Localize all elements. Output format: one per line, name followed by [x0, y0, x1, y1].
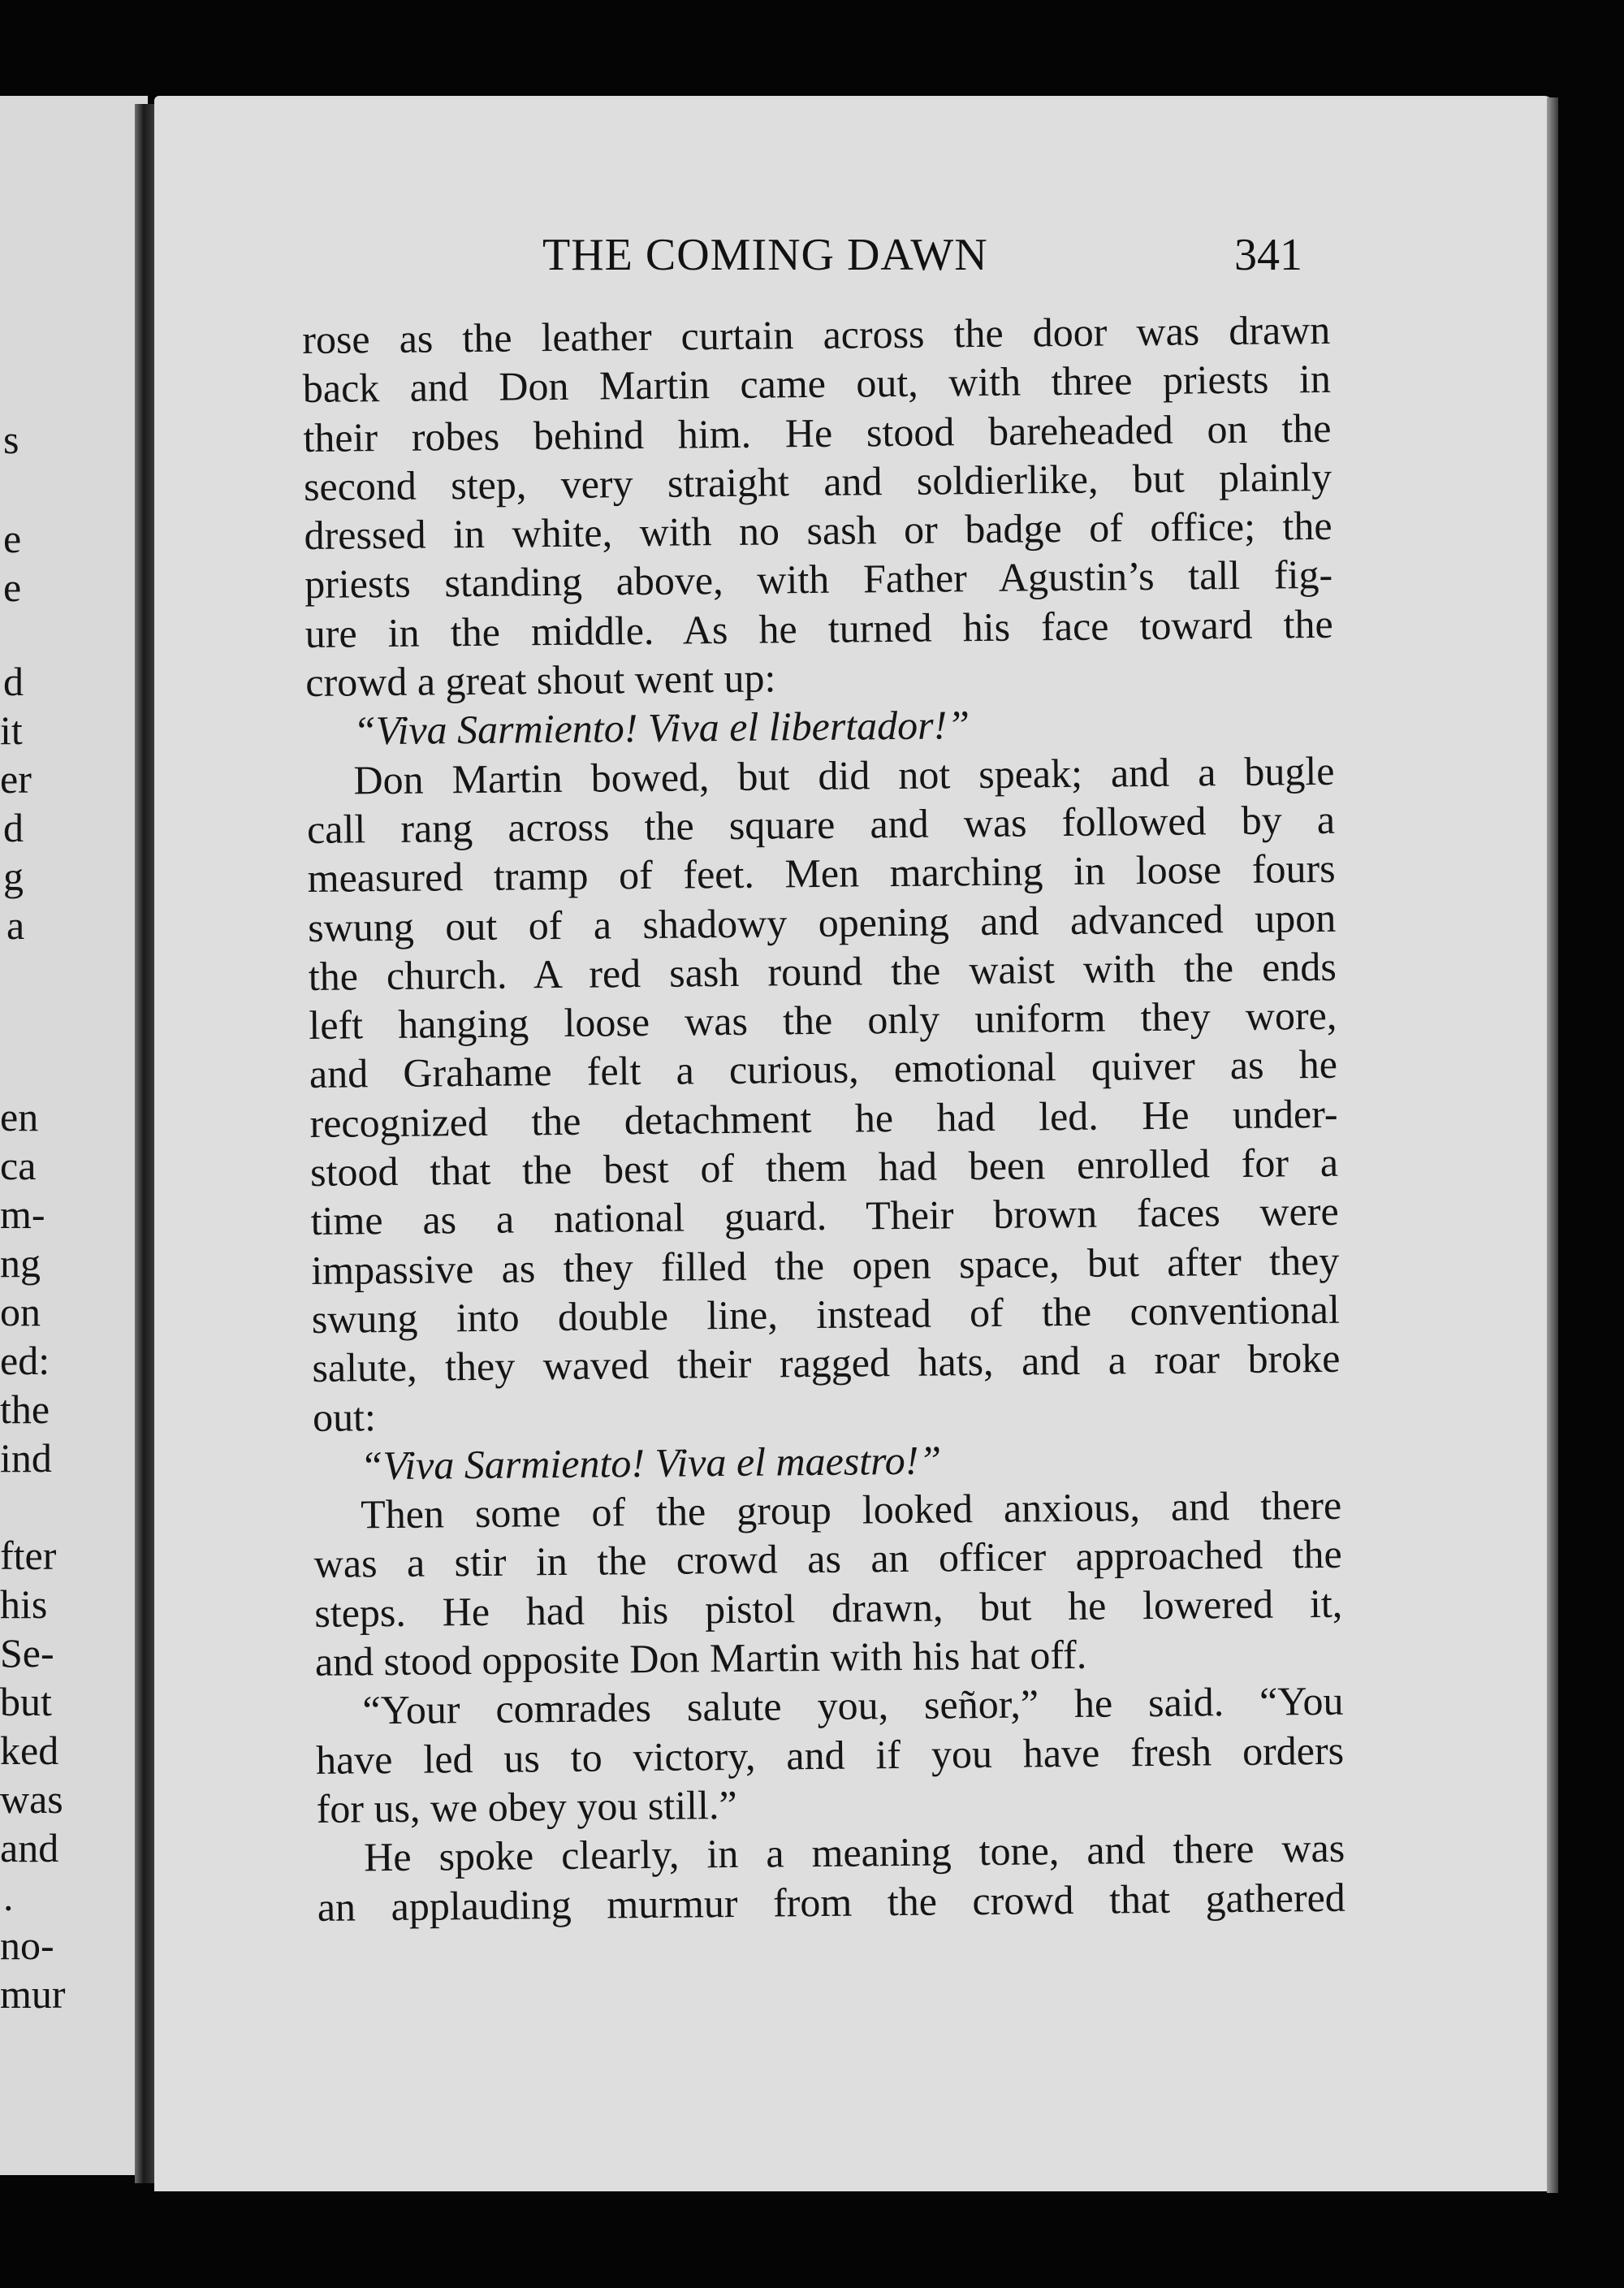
text-line: time as a national guard. Their brown faces were: [310, 1188, 1339, 1244]
margin-fragment: the: [0, 1386, 50, 1432]
margin-fragment: er: [0, 756, 32, 802]
book-gutter: [135, 104, 154, 2183]
text-line: left hanging loose was the only uniform they wore,: [309, 992, 1337, 1049]
text-line: crowd a great shout went up:: [305, 655, 776, 706]
margin-fragment: it: [0, 707, 23, 753]
text-line: recognized the detachment he had led. He under-: [309, 1090, 1338, 1146]
text-line: and Grahame felt a curious, emotional quiver as he: [309, 1041, 1338, 1097]
margin-fragment: .: [3, 1874, 14, 1919]
margin-fragment: g: [3, 854, 24, 899]
margin-fragment: fter: [0, 1533, 57, 1578]
page-number: 341: [1234, 230, 1302, 280]
margin-fragment: m-: [0, 1192, 45, 1237]
margin-fragment: on: [0, 1289, 41, 1334]
paragraph-first-line: Don Martin bowed, but did not speak; and a bugle: [353, 747, 1335, 803]
text-line: dressed in white, with no sash or badge of office; the: [304, 503, 1332, 559]
margin-fragment: Se-: [0, 1630, 54, 1676]
running-head-title: THE COMING DAWN: [542, 230, 988, 280]
text-line: priests standing above, with Father Agustin’s tall fig-: [304, 551, 1333, 608]
text-line: out:: [312, 1393, 377, 1440]
text-line: ure in the middle. As he turned his face toward the: [304, 600, 1333, 656]
text-line: the church. A red sash round the waist with the ends: [308, 943, 1337, 999]
paragraph-first-line: He spoke clearly, in a meaning tone, and there was: [363, 1824, 1345, 1880]
margin-fragment: no-: [0, 1923, 54, 1968]
margin-fragment: ng: [0, 1240, 41, 1286]
text-line: second step, very straight and soldierlike, but plainly: [303, 453, 1332, 509]
margin-fragment: d: [3, 659, 24, 704]
text-line: call rang across the square and was followed by a: [306, 796, 1336, 852]
text-line: and stood opposite Don Martin with his hat off.: [314, 1631, 1087, 1685]
margin-fragment: ind: [0, 1435, 52, 1481]
text-line: salute, they waved their ragged hats, and a roar broke: [312, 1335, 1341, 1391]
text-line: back and Don Martin came out, with three priests in: [302, 356, 1332, 412]
margin-fragment: e: [3, 516, 22, 561]
margin-fragment: but: [0, 1679, 52, 1724]
text-line: rose as the leather curtain across the door was drawn: [302, 306, 1331, 362]
margin-fragment: en: [0, 1094, 39, 1140]
text-line: was a stir in the crowd as an officer approached the: [313, 1531, 1342, 1587]
left-page-edge: [0, 96, 148, 2175]
text-line: for us, we obey you still.”: [316, 1781, 737, 1832]
running-head: [0, 229, 1624, 286]
paragraph-first-line: Then some of the group looked anxious, and there: [360, 1481, 1342, 1538]
margin-fragment: and: [0, 1825, 59, 1871]
margin-fragment: was: [0, 1776, 63, 1822]
margin-fragment: d: [3, 805, 24, 850]
margin-fragment: s: [3, 417, 19, 462]
margin-fragment: a: [6, 902, 25, 948]
text-line: measured tramp of feet. Men marching in loose fours: [307, 846, 1336, 902]
margin-fragment: mur: [0, 1971, 66, 2017]
page-body-text: [302, 305, 1345, 1931]
quoted-cry: “Viva Sarmiento! Viva el libertador!”: [352, 702, 970, 754]
text-line: impassive as they filled the open space, but after they: [311, 1237, 1340, 1293]
page-edge-shadow: [1547, 97, 1558, 2193]
text-line: their robes behind him. He stood bareheaded on the: [303, 404, 1332, 461]
text-line: swung into double line, instead of the conventional: [311, 1286, 1341, 1342]
margin-fragment: ked: [0, 1728, 59, 1773]
margin-fragment: ca: [0, 1143, 37, 1188]
margin-fragment: ed:: [0, 1338, 50, 1383]
text-line: swung out of a shadowy opening and advanced upon: [307, 894, 1337, 950]
quoted-cry: “Viva Sarmiento! Viva el maestro!”: [360, 1437, 942, 1489]
margin-fragment: e: [3, 564, 22, 610]
text-line: have led us to victory, and if you have fresh orders: [315, 1727, 1345, 1783]
paragraph-first-line: “Your comrades salute you, señor,” he said. “You: [362, 1678, 1344, 1733]
text-line: steps. He had his pistol drawn, but he lowered it,: [314, 1580, 1343, 1636]
margin-fragment: his: [0, 1581, 48, 1627]
text-line: stood that the best of them had been enrolled for a: [309, 1139, 1339, 1195]
text-line: an applauding murmur from the crowd that gathered: [317, 1874, 1346, 1930]
